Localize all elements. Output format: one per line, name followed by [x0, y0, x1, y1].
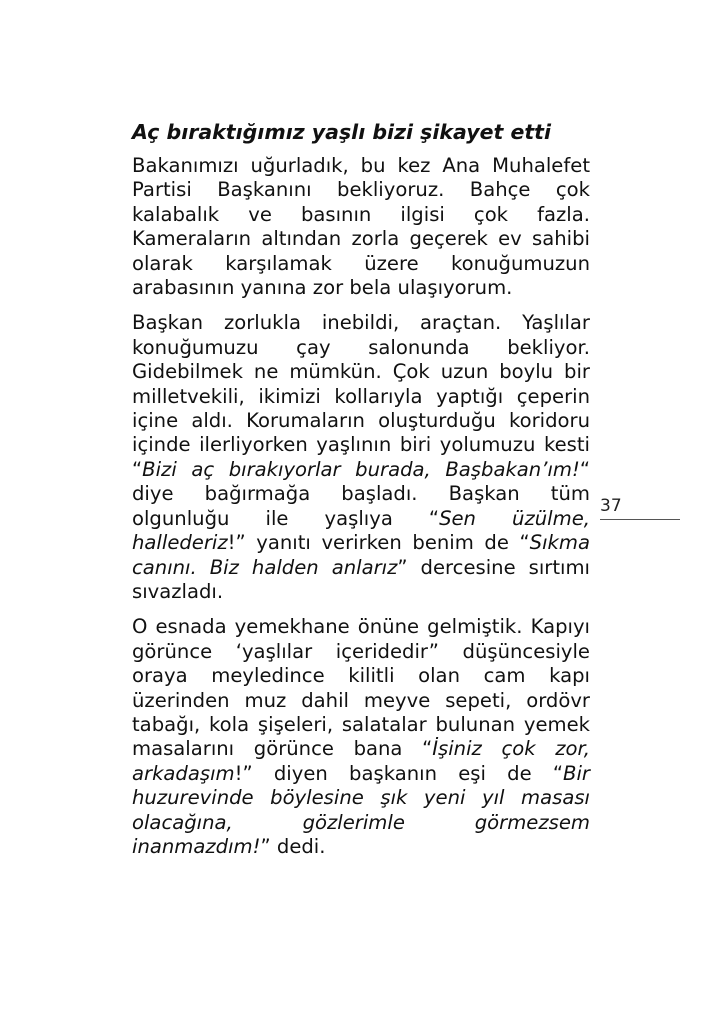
text-run: Başkan zorlukla inebildi, araçtan. Yaşlılar konuğumuzu çay salonunda bekliyor. Gidebilmek ne mümkün. Çok uzun boylu bir milletvekili, ikimizi kollarıyla yaptığı çeperin içine aldı. Korumaların oluşturduğu koridoru içinde ilerliyorken yaşlının biri yolumuzu kesti “: [132, 311, 590, 481]
text-run: “ diye bağırmağa başladı. Başkan tüm olgunluğu ile yaşlıya “: [132, 457, 590, 530]
text-run: !” yanıtı verirken benim de “: [227, 531, 530, 555]
text-run: ” dedi.: [260, 834, 326, 858]
page-number-rule: [600, 519, 680, 520]
section-title: Aç bıraktığımız yaşlı bizi şikayet etti: [132, 120, 551, 144]
quoted-speech: Bizi aç bırakıyorlar burada, Başbakan’ım!: [142, 457, 580, 481]
text-run: O esnada yemekhane önüne gelmiştik. Kapıyı görünce ‘yaşlılar içeridedir” düşüncesiyle oraya meyledince kilitli olan cam kapı üzerinden muz dahil meyve sepeti, ordövr tabağı, kola şişeleri, salatalar bulunan yemek masalarını görünce bana “: [132, 615, 590, 761]
text-run: !” diyen başkanın eşi de “: [234, 761, 564, 785]
text-run: Bakanımızı uğurladık, bu kez Ana Muhalefet Partisi Başkanını bekliyoruz. Bahçe çok kalabalık ve basının ilgisi çok fazla. Kameraların altından zorla geçerek ev sahibi olarak karşılamak üzere konuğumuzun arabasının yanına zor bela ulaşıyorum.: [132, 154, 590, 300]
quoted-speech: Sen üzülme, hallederiz: [132, 506, 590, 555]
quoted-speech: İşiniz çok zor, arkadaşım: [132, 737, 590, 785]
paragraph-2: [132, 311, 590, 604]
page-body: [132, 118, 590, 870]
quoted-speech: Sıkma canını. Biz halden anlarız: [132, 531, 590, 579]
quoted-speech: Bir huzurevinde böylesine şık yeni yıl masası olacağına, gözlerimle görmezsem inanmazdım!: [132, 761, 590, 858]
page-number: 37: [600, 496, 622, 516]
text-run: ” dercesine sırtımı sıvazladı.: [132, 555, 591, 603]
paragraph-1: [132, 154, 590, 300]
paragraph-3: [132, 615, 590, 859]
